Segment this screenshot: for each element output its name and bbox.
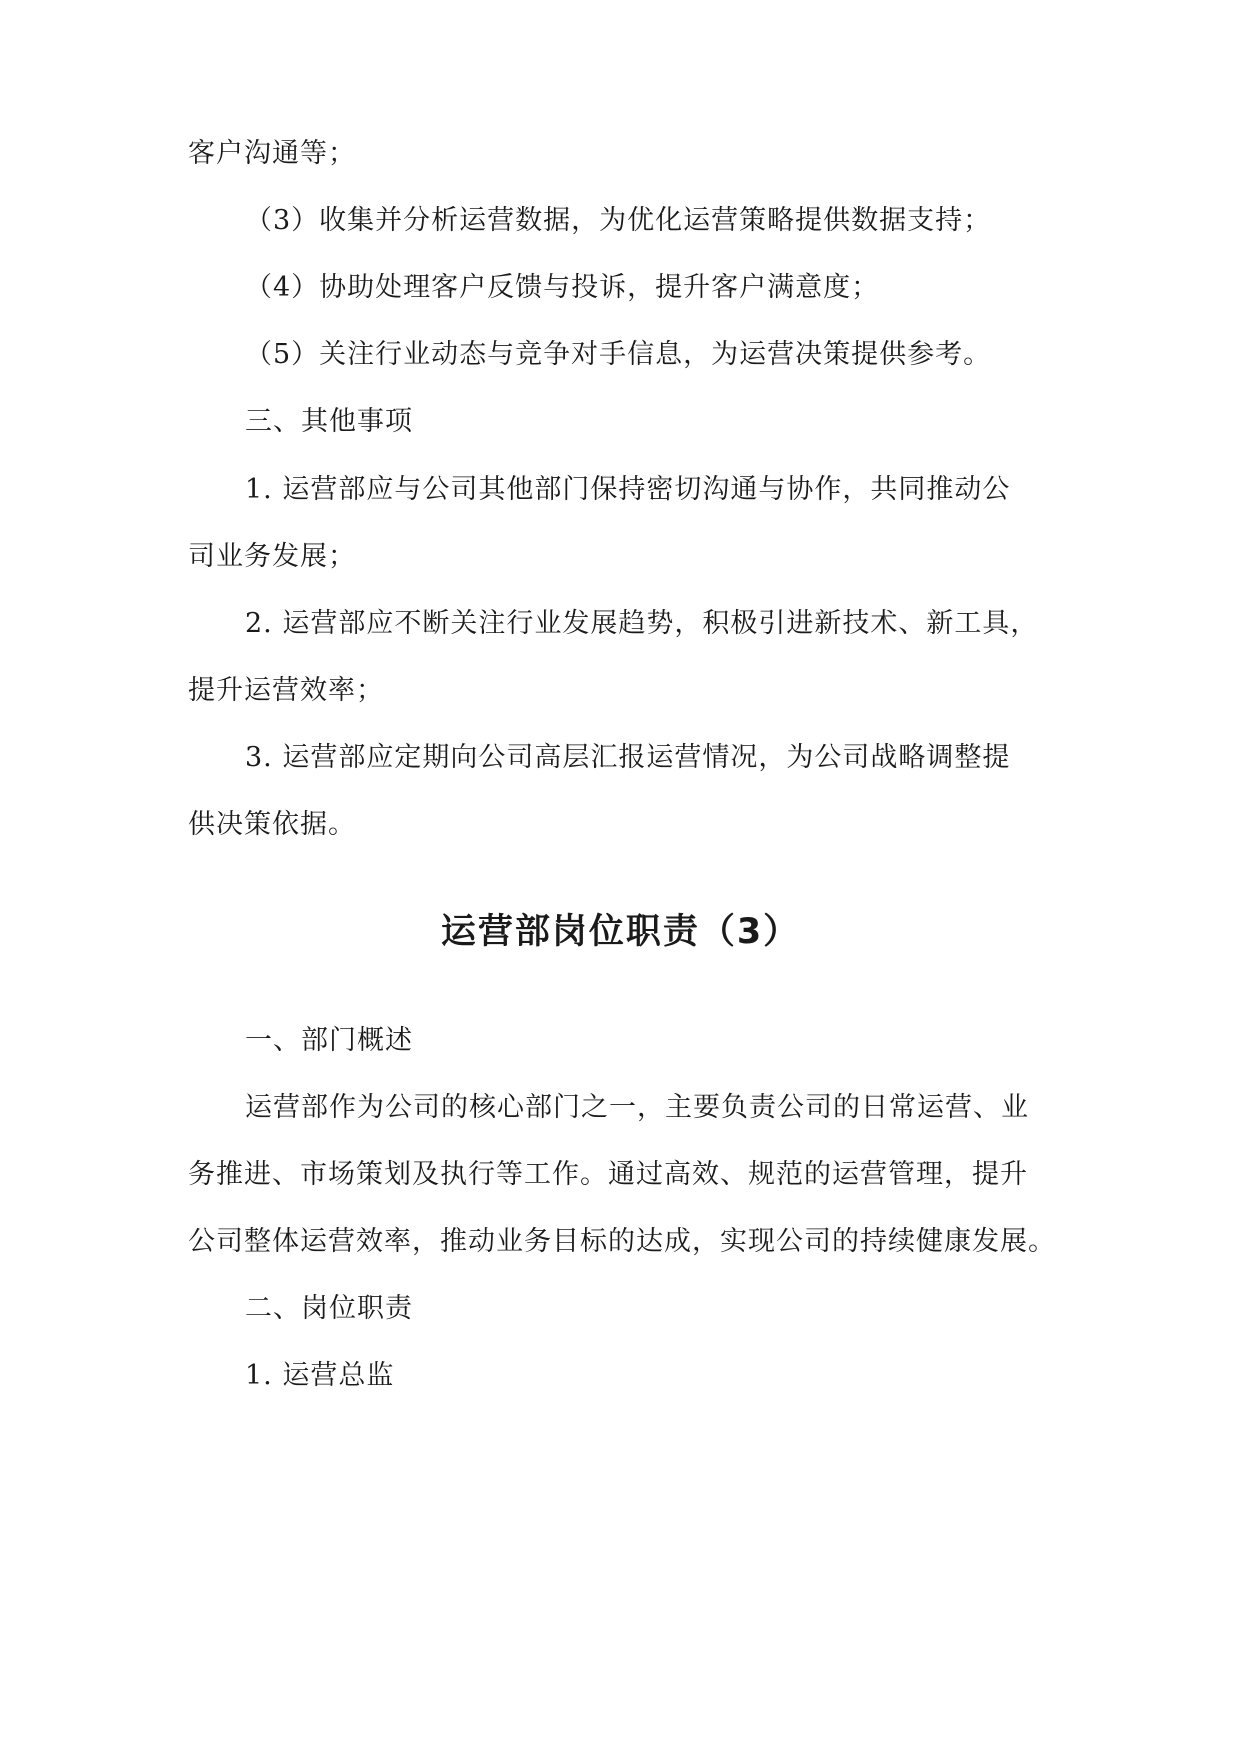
- section-heading: 二、岗位职责: [245, 1293, 413, 1324]
- text-line: （3）收集并分析运营数据，为优化运营策略提供数据支持；: [245, 205, 992, 236]
- text-line: 运营部作为公司的核心部门之一，主要负责公司的日常运营、业: [245, 1092, 1029, 1123]
- text-line: 1. 运营部应与公司其他部门保持密切沟通与协作，共同推动公: [245, 474, 1011, 505]
- text-line: 公司整体运营效率，推动业务目标的达成，实现公司的持续健康发展。: [188, 1226, 1056, 1257]
- text-line: 客户沟通等；: [188, 138, 356, 169]
- section-heading: 一、部门概述: [245, 1025, 413, 1056]
- text-line: 司业务发展；: [188, 541, 356, 572]
- text-line: 供决策依据。: [188, 809, 356, 840]
- text-line: 提升运营效率；: [188, 675, 384, 706]
- text-line: 务推进、市场策划及执行等工作。通过高效、规范的运营管理，提升: [188, 1159, 1028, 1190]
- text-line: 2. 运营部应不断关注行业发展趋势，积极引进新技术、新工具，: [245, 608, 1039, 639]
- text-line: 1. 运营总监: [245, 1360, 395, 1391]
- text-line: （5）关注行业动态与竞争对手信息，为运营决策提供参考。: [245, 339, 992, 370]
- section-heading: 三、其他事项: [245, 406, 413, 437]
- text-line: 3. 运营部应定期向公司高层汇报运营情况，为公司战略调整提: [245, 742, 1011, 773]
- section-title: 运营部岗位职责（3）: [440, 912, 801, 952]
- text-line: （4）协助处理客户反馈与投诉，提升客户满意度；: [245, 272, 880, 303]
